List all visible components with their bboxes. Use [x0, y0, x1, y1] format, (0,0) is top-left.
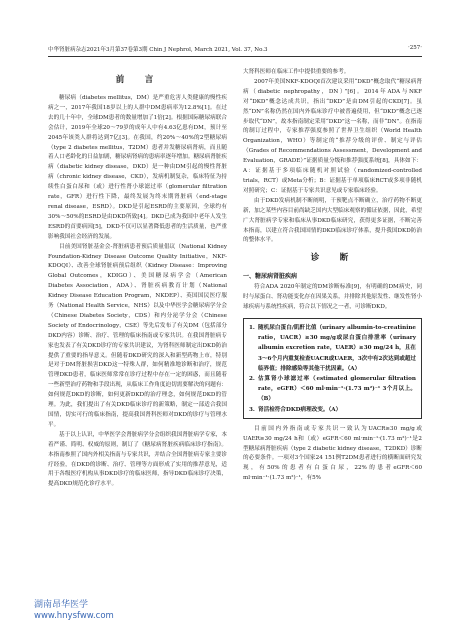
criteria-text: 随机尿白蛋白/肌酐比值（urinary albumin-to-creatinine ratio，UACR）≥30 mg/g或尿白蛋白排泄率（urinary albumin excretion rate，UAER）≥30 mg/24 h，且在3～6个月内重复检查UACR或UAER，3次中有2次达到或超过临界值；排除感染等其他干扰因素。（A）: [258, 324, 416, 372]
criteria-number: 1.: [249, 324, 255, 331]
page-number: ·257·: [408, 45, 422, 51]
journal-citation: 中华肾脏病杂志2021年3月第37卷第3期 Chin J Nephrol, March 2021, Vol. 37, No.3: [48, 47, 268, 53]
running-header: [48, 44, 422, 57]
criteria-text: 估算肾小球滤过率（estimated glomerular filtration rate，eGFR）＜60 ml·min⁻¹·(1.73 m²)⁻¹ 3个月以上。（B）: [258, 375, 416, 403]
body-paragraph: 目前美国肾脏基金会-肾脏病患者预后质量倡议（National Kidney Foundation-Kidney Disease Outcome Quality Initiative，NKF-KDOQI）、改善全球肾脏病预后组织（Kidney Disease：Improving Global Outcomes，KDIGO）、美国糖尿病学会（American Diabetes Association，ADA）、肾脏疾病教育计划（National Kidney Disease Education Program，NKDEP）、英国国民医疗服务（National Health Service，NHS）以及中华医学会糖尿病学分会（Chinese Diabetes Society，CDS）和内分泌学分会（Chinese Society of Endocrinology，CSE）等先后发布了有关DM（包括部分DKD内容）诊断、治疗、管理的临床指南或专家共识。在我国肾脏病专家也发表了有关DKD诊疗的专家共识建议，为肾科医师制定出DKD防治提供了重要的指导意义。但随着DKD研究的深入和新型药物上市，特别是对于DM肾脏损害DKD这一特殊人群，如何精准地诊断和治疗，规范管理DKD患者，临床医师常常在诊疗过程中存在一定的困惑，而且随着一些新型治疗药物和手段出现，从临床工作角度迫切需要解决的问题有：如何规范DKD的诊断，如何更新DKD的治疗理念，如何规范DKD的管理。为此，我们提出了有关DKD临床诊疗的新策略，制定一部适合我国国情，切实可行的临床指南，提高我国肾科医师对DKD的诊疗与管理水平。: [48, 243, 228, 428]
section-heading-preface: 前 言: [115, 75, 160, 85]
section-heading-diagnosis: 诊 断: [310, 253, 355, 264]
body-paragraph: 符合ADA 2020年制定的DM诊断标准[9]，有明确的DM病史，同时与尿蛋白、肾功能变化存在因果关系，并排除其他原发性、继发性肾小球疾病与系统性疾病，符合以下情况之一者，可诊断DKD。: [243, 284, 423, 311]
body-paragraph: 大肾科医师在临床工作中提供重要的参考。: [243, 69, 350, 75]
criteria-text: 肾活检符合DKD病理改变。（A）: [258, 406, 342, 413]
subsection-heading: 一、糖尿病肾脏疾病: [243, 273, 298, 281]
body-paragraph: 糖尿病（diabetes mellitus，DM）是严重危害人类健康的慢性疾病之一，2017年我国18岁以上的人群中DM患病率为12.8%[1]。在过去的几十年中，全球DM患者的数量增加了1倍[2]。根据国际糖尿病联合会估计，2019年全球20～79岁的成年人中有4.63亿患有DM，预计至2045年该类人群将达到7亿[3]。在我国，约20%～40%的2型糖尿病（type 2 diabetes mellitus，T2DM）患者并发糖尿病肾病，而且随着人口老龄化的日益加剧，糖尿病肾病的患病率逐年增加。糖尿病肾脏疾病（diabetic kidney disease，DKD）是一种由DM引起的慢性肾脏病（chronic kidney disease，CKD），发病机制复杂，临床特征为持续性白蛋白尿和（或）进行性肾小球滤过率（glomerular filtration rate，GFR）进行性下降，最终发展为终末期肾脏病（end-stage renal disease，ESRD）。DKD是引起ESRD的主要原因，全球约有30%～50%的ESRD是由DKD所致[4]。DKD已成为我国中老年人发生ESRD的首要病因[5]，DKD不仅可以显著降低患者的生活质量，也严重影响我国社会经济的发展。: [48, 95, 228, 240]
watermark-url: www.hnysfww.com: [34, 611, 114, 621]
body-paragraph: 目前国内外指南或专家共识一致认为UACR≥30 mg/g或UAER≥30 mg/24 h和（或）eGFR＜60 ml·min⁻¹·(1.73 m²)⁻¹是2型糖尿病肾脏疾病（type 2 diabetic kidney disease，T2DKD）诊断的必要条件。一项对3个国家24 151例T2DM患者进行的横断面研究发现，有50%的患者有白蛋白尿，22%的患者eGFR＜60 ml·min⁻¹·(1.73 m²)⁻¹，有5%: [243, 425, 422, 482]
criteria-item: [249, 405, 416, 415]
left-column: [48, 68, 227, 490]
body-paragraph: 2007年美国NKF-KDOQI首次建议采用“DKD”概念取代“糖尿病肾病（diabetic nephropathy，DN）”[6]。2014年ADA与NKF对“DKD”概念达成共识，指出“DKD”是由DM引起的CKD[7]。虽然“DN”名称仍然在国内外临床诊疗中被普遍使用，但“DKD”概念已逐步取代“DN”，故本指南制定采用“DKD”这一名称，而非“DN”。在指南的制订过程中，专家推荐强度参照了世界卫生组织（World Health Organization，WHO）等制定的“推荐分级的评价、制定与评估（Grades of Recommendations Assessment，Development and Evaluation，GRADE）”证据质量分级和推荐强度系统[8]，具体如下：A：证据基于多项临床随机对照试验（randomized-controlled trials，RCT）或Meta分析；B：证据基于单项临床RCT或多项非随机对照研究；C：证据基于专家共识意见或专家临床经验。: [243, 78, 422, 194]
criteria-number: 3.: [249, 406, 255, 413]
watermark: [34, 600, 114, 622]
right-column: [243, 68, 422, 484]
criteria-item: [249, 323, 416, 374]
body-paragraph: 由于DKD发病机制不断阐明，干预靶点不断确立，治疗药物不断更新，加之某些内容目前尚缺乏国内大型临床观察的循证依据，因此，希望广大肾脏病学专家和临床从事DKD临床研究，获得更多证据，不断完善本指南，以建立符合我国国情的DKD临床诊疗体系，提升我国DKD防治的整体水平。: [243, 197, 423, 244]
criteria-number: 2.: [249, 375, 255, 382]
watermark-name: 湖南昂华医学: [34, 600, 89, 610]
body-paragraph: 基于以上认识，中华医学会肾脏病学分会组织我国肾脏病学专家，本着严谨、简明、权威的原则，制订了《糖尿病肾脏疾病临床诊疗指南》。本指南参照了国内外相关指南与专家共识，并结合全国肾脏病专家主要诊疗经验，在DKD的诊断、治疗、管理等方面形成了实用的推荐意见，适用于各级医疗机构从事DKD诊疗的临床医师，指导DKD临床诊疗决策，提高DKD规范化诊疗水平。: [48, 431, 228, 488]
criteria-item: [249, 374, 416, 405]
diagnostic-criteria-box: [243, 318, 422, 419]
